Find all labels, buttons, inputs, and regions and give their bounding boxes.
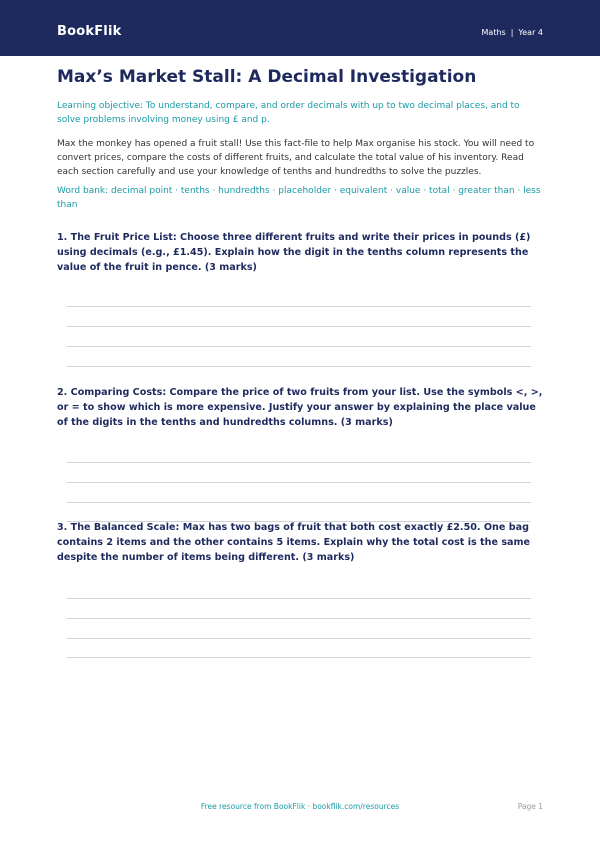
question-2: 2. Comparing Costs: Compare the price of two fruits from your list. Use the symbols <, >, or = to show which is more expensive. Justify your answer by explaining the place value of the digits in the tenths and hundredths columns. (3 marks) (57, 387, 543, 428)
header-bar (0, 0, 600, 56)
worksheet-title: Max’s Market Stall: A Decimal Investigation (57, 67, 477, 87)
answer-line[interactable] (67, 482, 531, 483)
answer-line[interactable] (67, 638, 531, 639)
answer-line[interactable] (67, 502, 531, 503)
answer-line[interactable] (67, 366, 531, 367)
question-3: 3. The Balanced Scale: Max has two bags of fruit that both cost exactly £2.50. One bag contains 2 items and the other contains 5 items. Explain why the total cost is the same despite the number of items being different. (3 marks) (57, 522, 531, 563)
word-bank: Word bank: decimal point · tenths · hundredths · placeholder · equivalent · value · total · greater than · less than (57, 186, 541, 210)
subject-label: Maths (481, 28, 506, 37)
header-separator: | (510, 28, 514, 37)
subject-year-label (482, 28, 543, 37)
learning-objective: Learning objective: To understand, compare, and order decimals with up to two decimal places, and to solve problems involving money using £ and p. (57, 101, 520, 125)
footer-credit: Free resource from BookFlik · bookflik.com/resources (200, 802, 400, 811)
answer-line[interactable] (67, 306, 531, 307)
answer-line[interactable] (67, 346, 531, 347)
answer-line[interactable] (67, 462, 531, 463)
answer-line[interactable] (67, 598, 531, 599)
brand-logo: BookFlik (57, 24, 122, 39)
year-label: Year 4 (518, 28, 543, 37)
answer-line[interactable] (67, 618, 531, 619)
intro-paragraph: Max the monkey has opened a fruit stall! Use this fact-file to help Max organise his stock. You will need to convert prices, compare the costs of different fruits, and calculate the total value of his inventory. Read each section carefully and use your knowledge of tenths and hundredths to solve the puzzles. (57, 139, 535, 177)
page-number: Page 1 (517, 802, 543, 811)
question-1: 1. The Fruit Price List: Choose three different fruits and write their prices in pounds (£) using decimals (e.g., £1.45). Explain how the digit in the tenths column represents the value of the fruit in pence. (3 marks) (57, 232, 531, 273)
answer-line[interactable] (67, 326, 531, 327)
answer-line[interactable] (67, 657, 531, 658)
